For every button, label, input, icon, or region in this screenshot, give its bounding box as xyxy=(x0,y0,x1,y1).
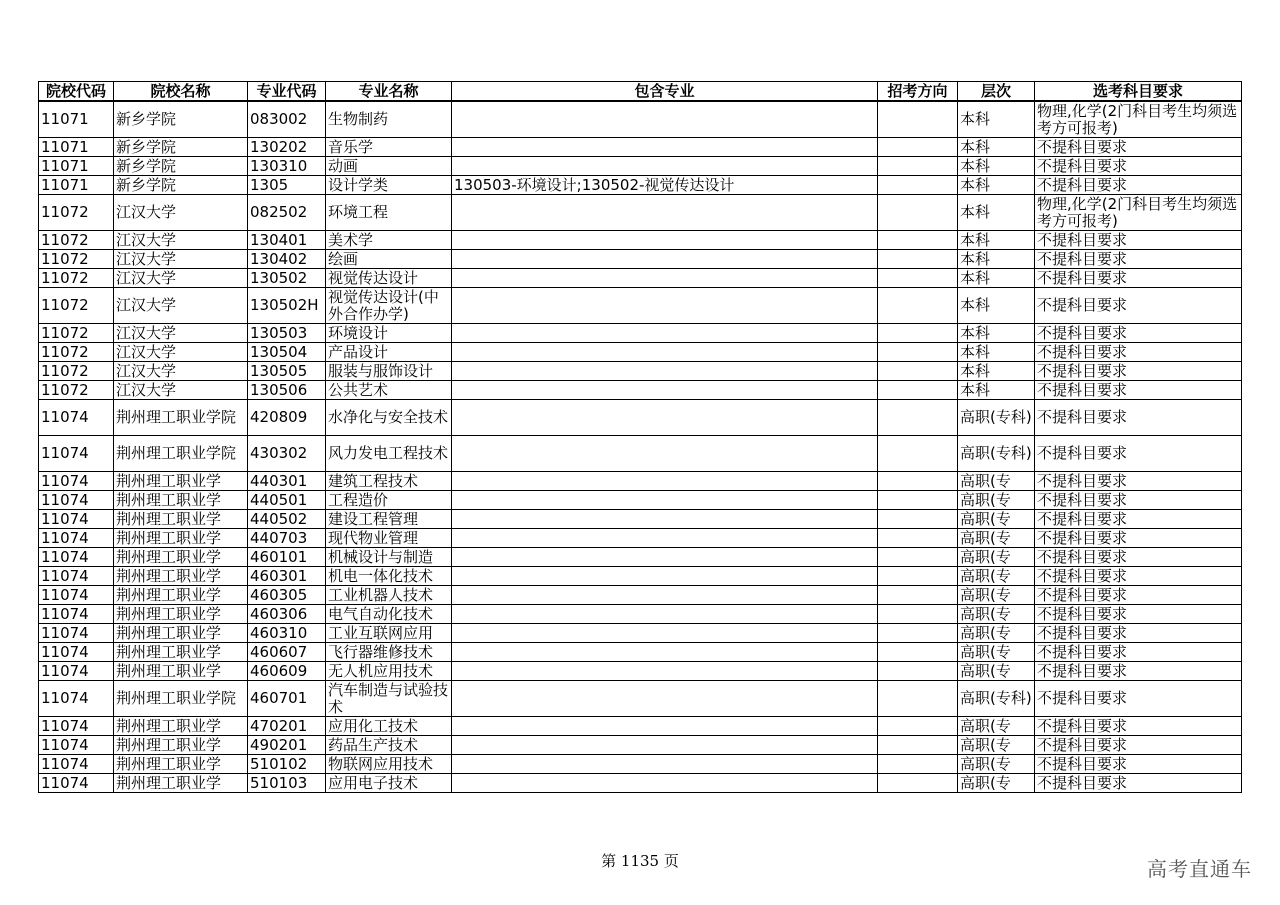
cell-school-code: 11072 xyxy=(39,231,114,250)
cell-major-code: 130506 xyxy=(248,381,326,400)
header-school-code: 院校代码 xyxy=(39,82,114,102)
cell-included-majors xyxy=(452,343,878,362)
cell-included-majors xyxy=(452,774,878,793)
table-row xyxy=(39,381,1242,400)
table-row xyxy=(39,176,1242,195)
cell-school-code: 11072 xyxy=(39,250,114,269)
cell-level: 高职(专科) xyxy=(958,436,1035,472)
cell-school-name: 荆州理工职业学 xyxy=(114,662,248,681)
table-row xyxy=(39,643,1242,662)
cell-included-majors xyxy=(452,288,878,324)
cell-level: 高职(专 xyxy=(958,510,1035,529)
cell-school-code: 11074 xyxy=(39,436,114,472)
cell-school-name: 江汉大学 xyxy=(114,195,248,231)
cell-included-majors xyxy=(452,250,878,269)
table-row xyxy=(39,324,1242,343)
cell-included-majors xyxy=(452,195,878,231)
cell-subject-requirements: 物理,化学(2门科目考生均须选考方可报考) xyxy=(1035,195,1242,231)
cell-major-name: 机电一体化技术 xyxy=(326,567,452,586)
table-row xyxy=(39,736,1242,755)
cell-direction xyxy=(878,250,958,269)
cell-level: 高职(专 xyxy=(958,567,1035,586)
cell-school-name: 新乡学院 xyxy=(114,101,248,138)
cell-direction xyxy=(878,362,958,381)
cell-major-name: 建设工程管理 xyxy=(326,510,452,529)
cell-major-name: 应用化工技术 xyxy=(326,717,452,736)
table-row xyxy=(39,195,1242,231)
cell-major-code: 440301 xyxy=(248,472,326,491)
cell-level: 本科 xyxy=(958,288,1035,324)
cell-level: 本科 xyxy=(958,176,1035,195)
cell-major-code: 460701 xyxy=(248,681,326,717)
table-row xyxy=(39,529,1242,548)
cell-school-name: 新乡学院 xyxy=(114,157,248,176)
cell-level: 高职(专 xyxy=(958,755,1035,774)
cell-direction xyxy=(878,717,958,736)
cell-direction xyxy=(878,567,958,586)
cell-major-name: 服装与服饰设计 xyxy=(326,362,452,381)
cell-subject-requirements: 不提科目要求 xyxy=(1035,681,1242,717)
cell-direction xyxy=(878,529,958,548)
cell-major-name: 工业互联网应用 xyxy=(326,624,452,643)
cell-level: 高职(专 xyxy=(958,548,1035,567)
cell-major-code: 130202 xyxy=(248,138,326,157)
cell-major-name: 音乐学 xyxy=(326,138,452,157)
cell-subject-requirements: 物理,化学(2门科目考生均须选考方可报考) xyxy=(1035,101,1242,138)
cell-school-code: 11074 xyxy=(39,681,114,717)
cell-school-code: 11074 xyxy=(39,567,114,586)
cell-included-majors xyxy=(452,624,878,643)
cell-subject-requirements: 不提科目要求 xyxy=(1035,717,1242,736)
cell-school-code: 11072 xyxy=(39,324,114,343)
cell-level: 本科 xyxy=(958,157,1035,176)
cell-school-code: 11072 xyxy=(39,288,114,324)
cell-direction xyxy=(878,400,958,436)
cell-school-name: 荆州理工职业学院 xyxy=(114,436,248,472)
cell-level: 高职(专 xyxy=(958,472,1035,491)
cell-major-code: 440502 xyxy=(248,510,326,529)
table-row xyxy=(39,472,1242,491)
cell-major-code: 130503 xyxy=(248,324,326,343)
cell-subject-requirements: 不提科目要求 xyxy=(1035,288,1242,324)
cell-included-majors xyxy=(452,567,878,586)
cell-major-name: 工业机器人技术 xyxy=(326,586,452,605)
cell-major-code: 510103 xyxy=(248,774,326,793)
cell-school-name: 荆州理工职业学 xyxy=(114,624,248,643)
cell-major-name: 工程造价 xyxy=(326,491,452,510)
cell-school-code: 11071 xyxy=(39,101,114,138)
cell-subject-requirements: 不提科目要求 xyxy=(1035,381,1242,400)
cell-major-name: 产品设计 xyxy=(326,343,452,362)
cell-subject-requirements: 不提科目要求 xyxy=(1035,176,1242,195)
table-row xyxy=(39,755,1242,774)
cell-school-name: 江汉大学 xyxy=(114,250,248,269)
cell-direction xyxy=(878,288,958,324)
table-row xyxy=(39,662,1242,681)
table-body xyxy=(39,101,1242,793)
cell-school-name: 江汉大学 xyxy=(114,381,248,400)
cell-subject-requirements: 不提科目要求 xyxy=(1035,586,1242,605)
cell-subject-requirements: 不提科目要求 xyxy=(1035,138,1242,157)
cell-major-name: 无人机应用技术 xyxy=(326,662,452,681)
table-row xyxy=(39,681,1242,717)
cell-school-name: 荆州理工职业学 xyxy=(114,643,248,662)
table-row xyxy=(39,138,1242,157)
cell-major-name: 建筑工程技术 xyxy=(326,472,452,491)
cell-direction xyxy=(878,755,958,774)
cell-subject-requirements: 不提科目要求 xyxy=(1035,605,1242,624)
cell-major-code: 440501 xyxy=(248,491,326,510)
cell-major-code: 440703 xyxy=(248,529,326,548)
cell-major-name: 现代物业管理 xyxy=(326,529,452,548)
cell-school-name: 江汉大学 xyxy=(114,269,248,288)
cell-major-name: 药品生产技术 xyxy=(326,736,452,755)
cell-subject-requirements: 不提科目要求 xyxy=(1035,548,1242,567)
cell-school-code: 11074 xyxy=(39,755,114,774)
cell-school-code: 11074 xyxy=(39,624,114,643)
cell-subject-requirements: 不提科目要求 xyxy=(1035,755,1242,774)
cell-school-name: 江汉大学 xyxy=(114,324,248,343)
cell-school-name: 荆州理工职业学 xyxy=(114,472,248,491)
cell-school-code: 11071 xyxy=(39,138,114,157)
cell-school-code: 11074 xyxy=(39,662,114,681)
cell-school-code: 11074 xyxy=(39,586,114,605)
table-row xyxy=(39,231,1242,250)
cell-direction xyxy=(878,643,958,662)
cell-subject-requirements: 不提科目要求 xyxy=(1035,736,1242,755)
cell-major-name: 飞行器维修技术 xyxy=(326,643,452,662)
cell-direction xyxy=(878,231,958,250)
cell-school-name: 荆州理工职业学 xyxy=(114,510,248,529)
cell-direction xyxy=(878,681,958,717)
cell-level: 高职(专 xyxy=(958,643,1035,662)
header-school-name: 院校名称 xyxy=(114,82,248,102)
cell-direction xyxy=(878,472,958,491)
table-row xyxy=(39,362,1242,381)
cell-school-name: 江汉大学 xyxy=(114,288,248,324)
table-row xyxy=(39,717,1242,736)
cell-level: 高职(专 xyxy=(958,624,1035,643)
cell-direction xyxy=(878,101,958,138)
cell-school-code: 11074 xyxy=(39,605,114,624)
cell-subject-requirements: 不提科目要求 xyxy=(1035,567,1242,586)
cell-level: 高职(专 xyxy=(958,736,1035,755)
cell-major-code: 460310 xyxy=(248,624,326,643)
cell-included-majors xyxy=(452,586,878,605)
cell-major-code: 083002 xyxy=(248,101,326,138)
cell-major-code: 460607 xyxy=(248,643,326,662)
cell-subject-requirements: 不提科目要求 xyxy=(1035,231,1242,250)
cell-major-name: 水净化与安全技术 xyxy=(326,400,452,436)
cell-included-majors xyxy=(452,436,878,472)
cell-major-code: 460306 xyxy=(248,605,326,624)
cell-level: 高职(专 xyxy=(958,605,1035,624)
cell-major-code: 130502 xyxy=(248,269,326,288)
cell-major-code: 130401 xyxy=(248,231,326,250)
cell-direction xyxy=(878,343,958,362)
cell-included-majors xyxy=(452,548,878,567)
cell-subject-requirements: 不提科目要求 xyxy=(1035,491,1242,510)
table-row xyxy=(39,491,1242,510)
cell-included-majors xyxy=(452,605,878,624)
cell-included-majors xyxy=(452,400,878,436)
cell-subject-requirements: 不提科目要求 xyxy=(1035,510,1242,529)
cell-school-name: 新乡学院 xyxy=(114,176,248,195)
table-row xyxy=(39,548,1242,567)
cell-major-code: 082502 xyxy=(248,195,326,231)
cell-school-name: 荆州理工职业学 xyxy=(114,736,248,755)
cell-major-code: 460301 xyxy=(248,567,326,586)
cell-school-code: 11074 xyxy=(39,400,114,436)
cell-school-code: 11074 xyxy=(39,548,114,567)
cell-direction xyxy=(878,269,958,288)
cell-direction xyxy=(878,624,958,643)
cell-major-code: 510102 xyxy=(248,755,326,774)
cell-included-majors xyxy=(452,231,878,250)
cell-school-name: 荆州理工职业学 xyxy=(114,548,248,567)
cell-major-code: 130504 xyxy=(248,343,326,362)
cell-school-name: 江汉大学 xyxy=(114,343,248,362)
cell-school-code: 11074 xyxy=(39,717,114,736)
cell-major-code: 130502H xyxy=(248,288,326,324)
cell-major-name: 电气自动化技术 xyxy=(326,605,452,624)
table-row xyxy=(39,436,1242,472)
table-row xyxy=(39,624,1242,643)
cell-level: 本科 xyxy=(958,101,1035,138)
cell-school-code: 11074 xyxy=(39,643,114,662)
cell-school-code: 11072 xyxy=(39,362,114,381)
header-level: 层次 xyxy=(958,82,1035,102)
cell-major-name: 生物制药 xyxy=(326,101,452,138)
cell-major-code: 470201 xyxy=(248,717,326,736)
cell-school-code: 11071 xyxy=(39,157,114,176)
cell-level: 本科 xyxy=(958,324,1035,343)
cell-major-code: 460609 xyxy=(248,662,326,681)
cell-school-name: 荆州理工职业学院 xyxy=(114,400,248,436)
table-row xyxy=(39,343,1242,362)
cell-major-name: 动画 xyxy=(326,157,452,176)
table-row xyxy=(39,157,1242,176)
cell-included-majors xyxy=(452,755,878,774)
cell-included-majors xyxy=(452,138,878,157)
cell-school-name: 荆州理工职业学 xyxy=(114,605,248,624)
cell-school-name: 荆州理工职业学 xyxy=(114,529,248,548)
cell-subject-requirements: 不提科目要求 xyxy=(1035,362,1242,381)
table-row xyxy=(39,400,1242,436)
cell-major-name: 公共艺术 xyxy=(326,381,452,400)
cell-included-majors xyxy=(452,717,878,736)
header-direction: 招考方向 xyxy=(878,82,958,102)
cell-major-name: 应用电子技术 xyxy=(326,774,452,793)
cell-major-name: 视觉传达设计(中外合作办学) xyxy=(326,288,452,324)
table-row xyxy=(39,269,1242,288)
cell-included-majors xyxy=(452,643,878,662)
cell-major-name: 设计学类 xyxy=(326,176,452,195)
cell-level: 本科 xyxy=(958,195,1035,231)
page-number: 第 1135 页 xyxy=(601,852,679,870)
cell-major-code: 130402 xyxy=(248,250,326,269)
cell-level: 高职(专 xyxy=(958,529,1035,548)
table-row xyxy=(39,250,1242,269)
cell-direction xyxy=(878,157,958,176)
cell-major-name: 汽车制造与试验技术 xyxy=(326,681,452,717)
cell-level: 高职(专科) xyxy=(958,681,1035,717)
header-row xyxy=(39,82,1242,102)
cell-school-code: 11074 xyxy=(39,510,114,529)
cell-level: 本科 xyxy=(958,362,1035,381)
cell-direction xyxy=(878,586,958,605)
cell-included-majors xyxy=(452,101,878,138)
cell-major-code: 130505 xyxy=(248,362,326,381)
cell-school-name: 新乡学院 xyxy=(114,138,248,157)
watermark: 高考直通车 xyxy=(1147,857,1252,881)
cell-level: 高职(专 xyxy=(958,774,1035,793)
cell-direction xyxy=(878,176,958,195)
cell-subject-requirements: 不提科目要求 xyxy=(1035,529,1242,548)
cell-level: 本科 xyxy=(958,343,1035,362)
cell-major-code: 460101 xyxy=(248,548,326,567)
cell-included-majors xyxy=(452,269,878,288)
cell-major-code: 420809 xyxy=(248,400,326,436)
cell-subject-requirements: 不提科目要求 xyxy=(1035,400,1242,436)
cell-level: 本科 xyxy=(958,231,1035,250)
cell-subject-requirements: 不提科目要求 xyxy=(1035,662,1242,681)
cell-level: 高职(专 xyxy=(958,491,1035,510)
cell-subject-requirements: 不提科目要求 xyxy=(1035,436,1242,472)
cell-school-code: 11071 xyxy=(39,176,114,195)
cell-school-name: 江汉大学 xyxy=(114,231,248,250)
cell-direction xyxy=(878,138,958,157)
cell-major-name: 环境工程 xyxy=(326,195,452,231)
cell-school-code: 11074 xyxy=(39,736,114,755)
table-row xyxy=(39,774,1242,793)
cell-major-name: 物联网应用技术 xyxy=(326,755,452,774)
cell-major-code: 130310 xyxy=(248,157,326,176)
cell-school-name: 荆州理工职业学 xyxy=(114,774,248,793)
cell-direction xyxy=(878,195,958,231)
cell-included-majors xyxy=(452,529,878,548)
cell-school-name: 荆州理工职业学 xyxy=(114,755,248,774)
cell-school-name: 荆州理工职业学 xyxy=(114,586,248,605)
cell-major-name: 风力发电工程技术 xyxy=(326,436,452,472)
cell-direction xyxy=(878,662,958,681)
table-row xyxy=(39,567,1242,586)
cell-direction xyxy=(878,548,958,567)
table-row xyxy=(39,605,1242,624)
cell-included-majors xyxy=(452,362,878,381)
cell-level: 高职(专 xyxy=(958,586,1035,605)
cell-school-code: 11072 xyxy=(39,381,114,400)
cell-school-name: 江汉大学 xyxy=(114,362,248,381)
admission-table xyxy=(38,81,1242,793)
header-included-majors: 包含专业 xyxy=(452,82,878,102)
cell-major-name: 绘画 xyxy=(326,250,452,269)
cell-subject-requirements: 不提科目要求 xyxy=(1035,269,1242,288)
cell-level: 本科 xyxy=(958,138,1035,157)
cell-subject-requirements: 不提科目要求 xyxy=(1035,624,1242,643)
cell-subject-requirements: 不提科目要求 xyxy=(1035,324,1242,343)
cell-direction xyxy=(878,605,958,624)
header-major-name: 专业名称 xyxy=(326,82,452,102)
cell-included-majors xyxy=(452,662,878,681)
cell-major-code: 460305 xyxy=(248,586,326,605)
cell-direction xyxy=(878,736,958,755)
cell-level: 本科 xyxy=(958,381,1035,400)
cell-included-majors xyxy=(452,381,878,400)
cell-subject-requirements: 不提科目要求 xyxy=(1035,774,1242,793)
cell-included-majors xyxy=(452,324,878,343)
cell-school-code: 11072 xyxy=(39,343,114,362)
table-row xyxy=(39,288,1242,324)
cell-level: 本科 xyxy=(958,269,1035,288)
cell-subject-requirements: 不提科目要求 xyxy=(1035,157,1242,176)
cell-major-code: 1305 xyxy=(248,176,326,195)
cell-school-code: 11074 xyxy=(39,774,114,793)
cell-school-code: 11072 xyxy=(39,195,114,231)
cell-direction xyxy=(878,436,958,472)
cell-school-code: 11074 xyxy=(39,529,114,548)
table-row xyxy=(39,586,1242,605)
cell-direction xyxy=(878,510,958,529)
cell-level: 本科 xyxy=(958,250,1035,269)
cell-included-majors xyxy=(452,472,878,491)
cell-major-name: 视觉传达设计 xyxy=(326,269,452,288)
cell-major-code: 490201 xyxy=(248,736,326,755)
cell-direction xyxy=(878,381,958,400)
cell-major-code: 430302 xyxy=(248,436,326,472)
cell-direction xyxy=(878,491,958,510)
cell-subject-requirements: 不提科目要求 xyxy=(1035,472,1242,491)
cell-school-code: 11074 xyxy=(39,491,114,510)
cell-included-majors xyxy=(452,736,878,755)
cell-subject-requirements: 不提科目要求 xyxy=(1035,643,1242,662)
cell-major-name: 环境设计 xyxy=(326,324,452,343)
cell-level: 高职(专 xyxy=(958,662,1035,681)
cell-included-majors xyxy=(452,510,878,529)
cell-level: 高职(专科) xyxy=(958,400,1035,436)
cell-direction xyxy=(878,324,958,343)
cell-major-name: 机械设计与制造 xyxy=(326,548,452,567)
cell-direction xyxy=(878,774,958,793)
cell-included-majors xyxy=(452,681,878,717)
cell-school-name: 荆州理工职业学 xyxy=(114,717,248,736)
header-subject-requirements: 选考科目要求 xyxy=(1035,82,1242,102)
table-row xyxy=(39,510,1242,529)
cell-school-code: 11074 xyxy=(39,472,114,491)
cell-included-majors xyxy=(452,157,878,176)
cell-included-majors xyxy=(452,491,878,510)
cell-major-name: 美术学 xyxy=(326,231,452,250)
cell-school-code: 11072 xyxy=(39,269,114,288)
cell-subject-requirements: 不提科目要求 xyxy=(1035,343,1242,362)
table-row xyxy=(39,101,1242,138)
cell-level: 高职(专 xyxy=(958,717,1035,736)
cell-school-name: 荆州理工职业学院 xyxy=(114,681,248,717)
header-major-code: 专业代码 xyxy=(248,82,326,102)
cell-included-majors: 130503-环境设计;130502-视觉传达设计 xyxy=(452,176,878,195)
cell-school-name: 荆州理工职业学 xyxy=(114,491,248,510)
cell-school-name: 荆州理工职业学 xyxy=(114,567,248,586)
cell-subject-requirements: 不提科目要求 xyxy=(1035,250,1242,269)
